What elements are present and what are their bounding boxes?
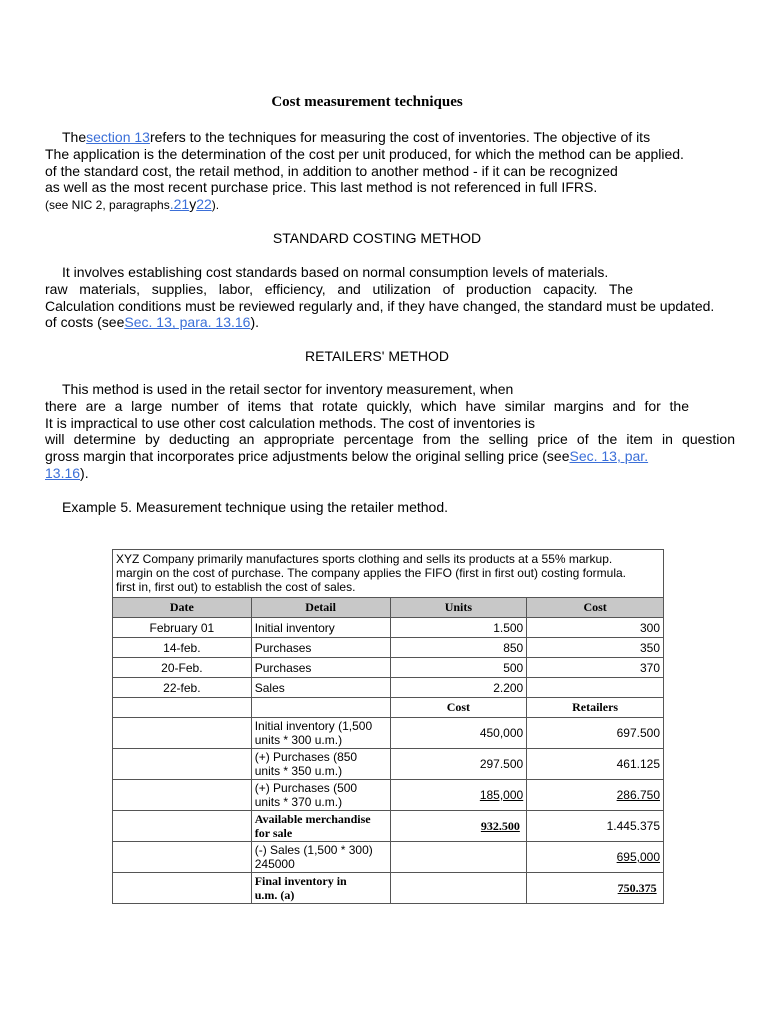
paragraph-22-link[interactable]: 22 [196, 196, 212, 213]
document-title: Cost measurement techniques [271, 94, 463, 110]
retail-line-5: gross margin that incorporates price adjustments below the original selling price (seeSec. 13, par. [45, 448, 649, 465]
calc-row: (+) Purchases (850 units * 350 u.m.) 297.500 461.125 [113, 749, 664, 780]
calc-row: Final inventory in u.m. (a) 750.375 [113, 873, 664, 904]
calc-row: Initial inventory (1,500 units * 300 u.m.) 450,000 697.500 [113, 718, 664, 749]
table-row: February 01 Initial inventory 1.500 300 [113, 618, 664, 638]
standard-costing-paragraph [45, 264, 735, 331]
retail-line-3: It is impractical to use other cost calculation methods. The cost of inventories is [45, 414, 535, 431]
retail-method-table [112, 549, 664, 904]
table-intro: XYZ Company primarily manufactures sports clothing and sells its products at a 55% markup. margin on the cost of purchase. The company applies the FIFO (first in first out) costing formula. first in, first out) to establish the cost of sales. [113, 550, 664, 598]
retailers-method-heading: RETAILERS' METHOD [305, 348, 449, 364]
header-cost: Cost [527, 598, 664, 618]
retail-line-2: there are a large number of items that rotate quickly, which have similar margins and for the [45, 397, 689, 414]
table-row: 20-Feb. Purchases 500 370 [113, 658, 664, 678]
intro-line-5: (see NIC 2, paragraphs.21y22). [45, 196, 220, 213]
standard-line-3: Calculation conditions must be reviewed regularly and, if they have changed, the standard must be updated. [45, 297, 715, 314]
standard-line-2: raw materials, supplies, labor, efficiency, and utilization of production capacity. The [45, 280, 633, 297]
subheader-cost: Cost [390, 698, 527, 718]
paragraph-21-link[interactable]: .21 [169, 196, 190, 213]
header-date: Date [113, 598, 252, 618]
intro-paragraph [45, 129, 735, 214]
example-caption: Example 5. Measurement technique using the retailer method. [62, 499, 448, 515]
standard-line-4: of costs (seeSec. 13, para. 13.16). [45, 314, 260, 331]
intro-line-4: as well as the most recent purchase price. This last method is not referenced in full IFRS. [45, 179, 598, 196]
retailers-method-paragraph [45, 381, 735, 482]
section-13-link[interactable]: section 13 [86, 129, 150, 145]
calc-row: Available merchandise for sale 932.500 1.445.375 [113, 811, 664, 842]
calc-row: (+) Purchases (500 units * 370 u.m.) 185,000 286.750 [113, 780, 664, 811]
retail-line-6: 13.16). [45, 464, 89, 481]
table-row: 14-feb. Purchases 850 350 [113, 638, 664, 658]
retail-line-1: This method is used in the retail sector for inventory measurement, when [62, 381, 514, 397]
table-header-row [113, 598, 664, 618]
intro-line-2: The application is the determination of the cost per unit produced, for which the method can be applied. [45, 145, 684, 162]
retail-line-4: will determine by deducting an appropriate percentage from the selling price of the item in question [45, 431, 735, 448]
standard-line-1: It involves establishing cost standards based on normal consumption levels of materials. [62, 264, 609, 280]
standard-costing-heading: STANDARD COSTING METHOD [272, 230, 482, 246]
intro-line-3: of the standard cost, the retail method, in addition to another method - if it can be recognized [45, 162, 618, 179]
sec-13-par-link[interactable]: Sec. 13, par. [569, 448, 649, 465]
table-row: 22-feb. Sales 2.200 [113, 678, 664, 698]
para-13-16-link[interactable]: 13.16 [45, 464, 81, 481]
calc-row: (-) Sales (1,500 * 300) 245000 695,000 [113, 842, 664, 873]
sec-13-para-13-16-link[interactable]: Sec. 13, para. 13.16 [124, 314, 251, 331]
intro-line-1: Thesection 13refers to the techniques for measuring the cost of inventories. The objective of its [62, 129, 651, 145]
table-subheader-row [113, 698, 664, 718]
header-units: Units [390, 598, 527, 618]
subheader-retailers: Retailers [527, 698, 664, 718]
header-detail: Detail [251, 598, 390, 618]
table-intro-row [113, 550, 664, 598]
